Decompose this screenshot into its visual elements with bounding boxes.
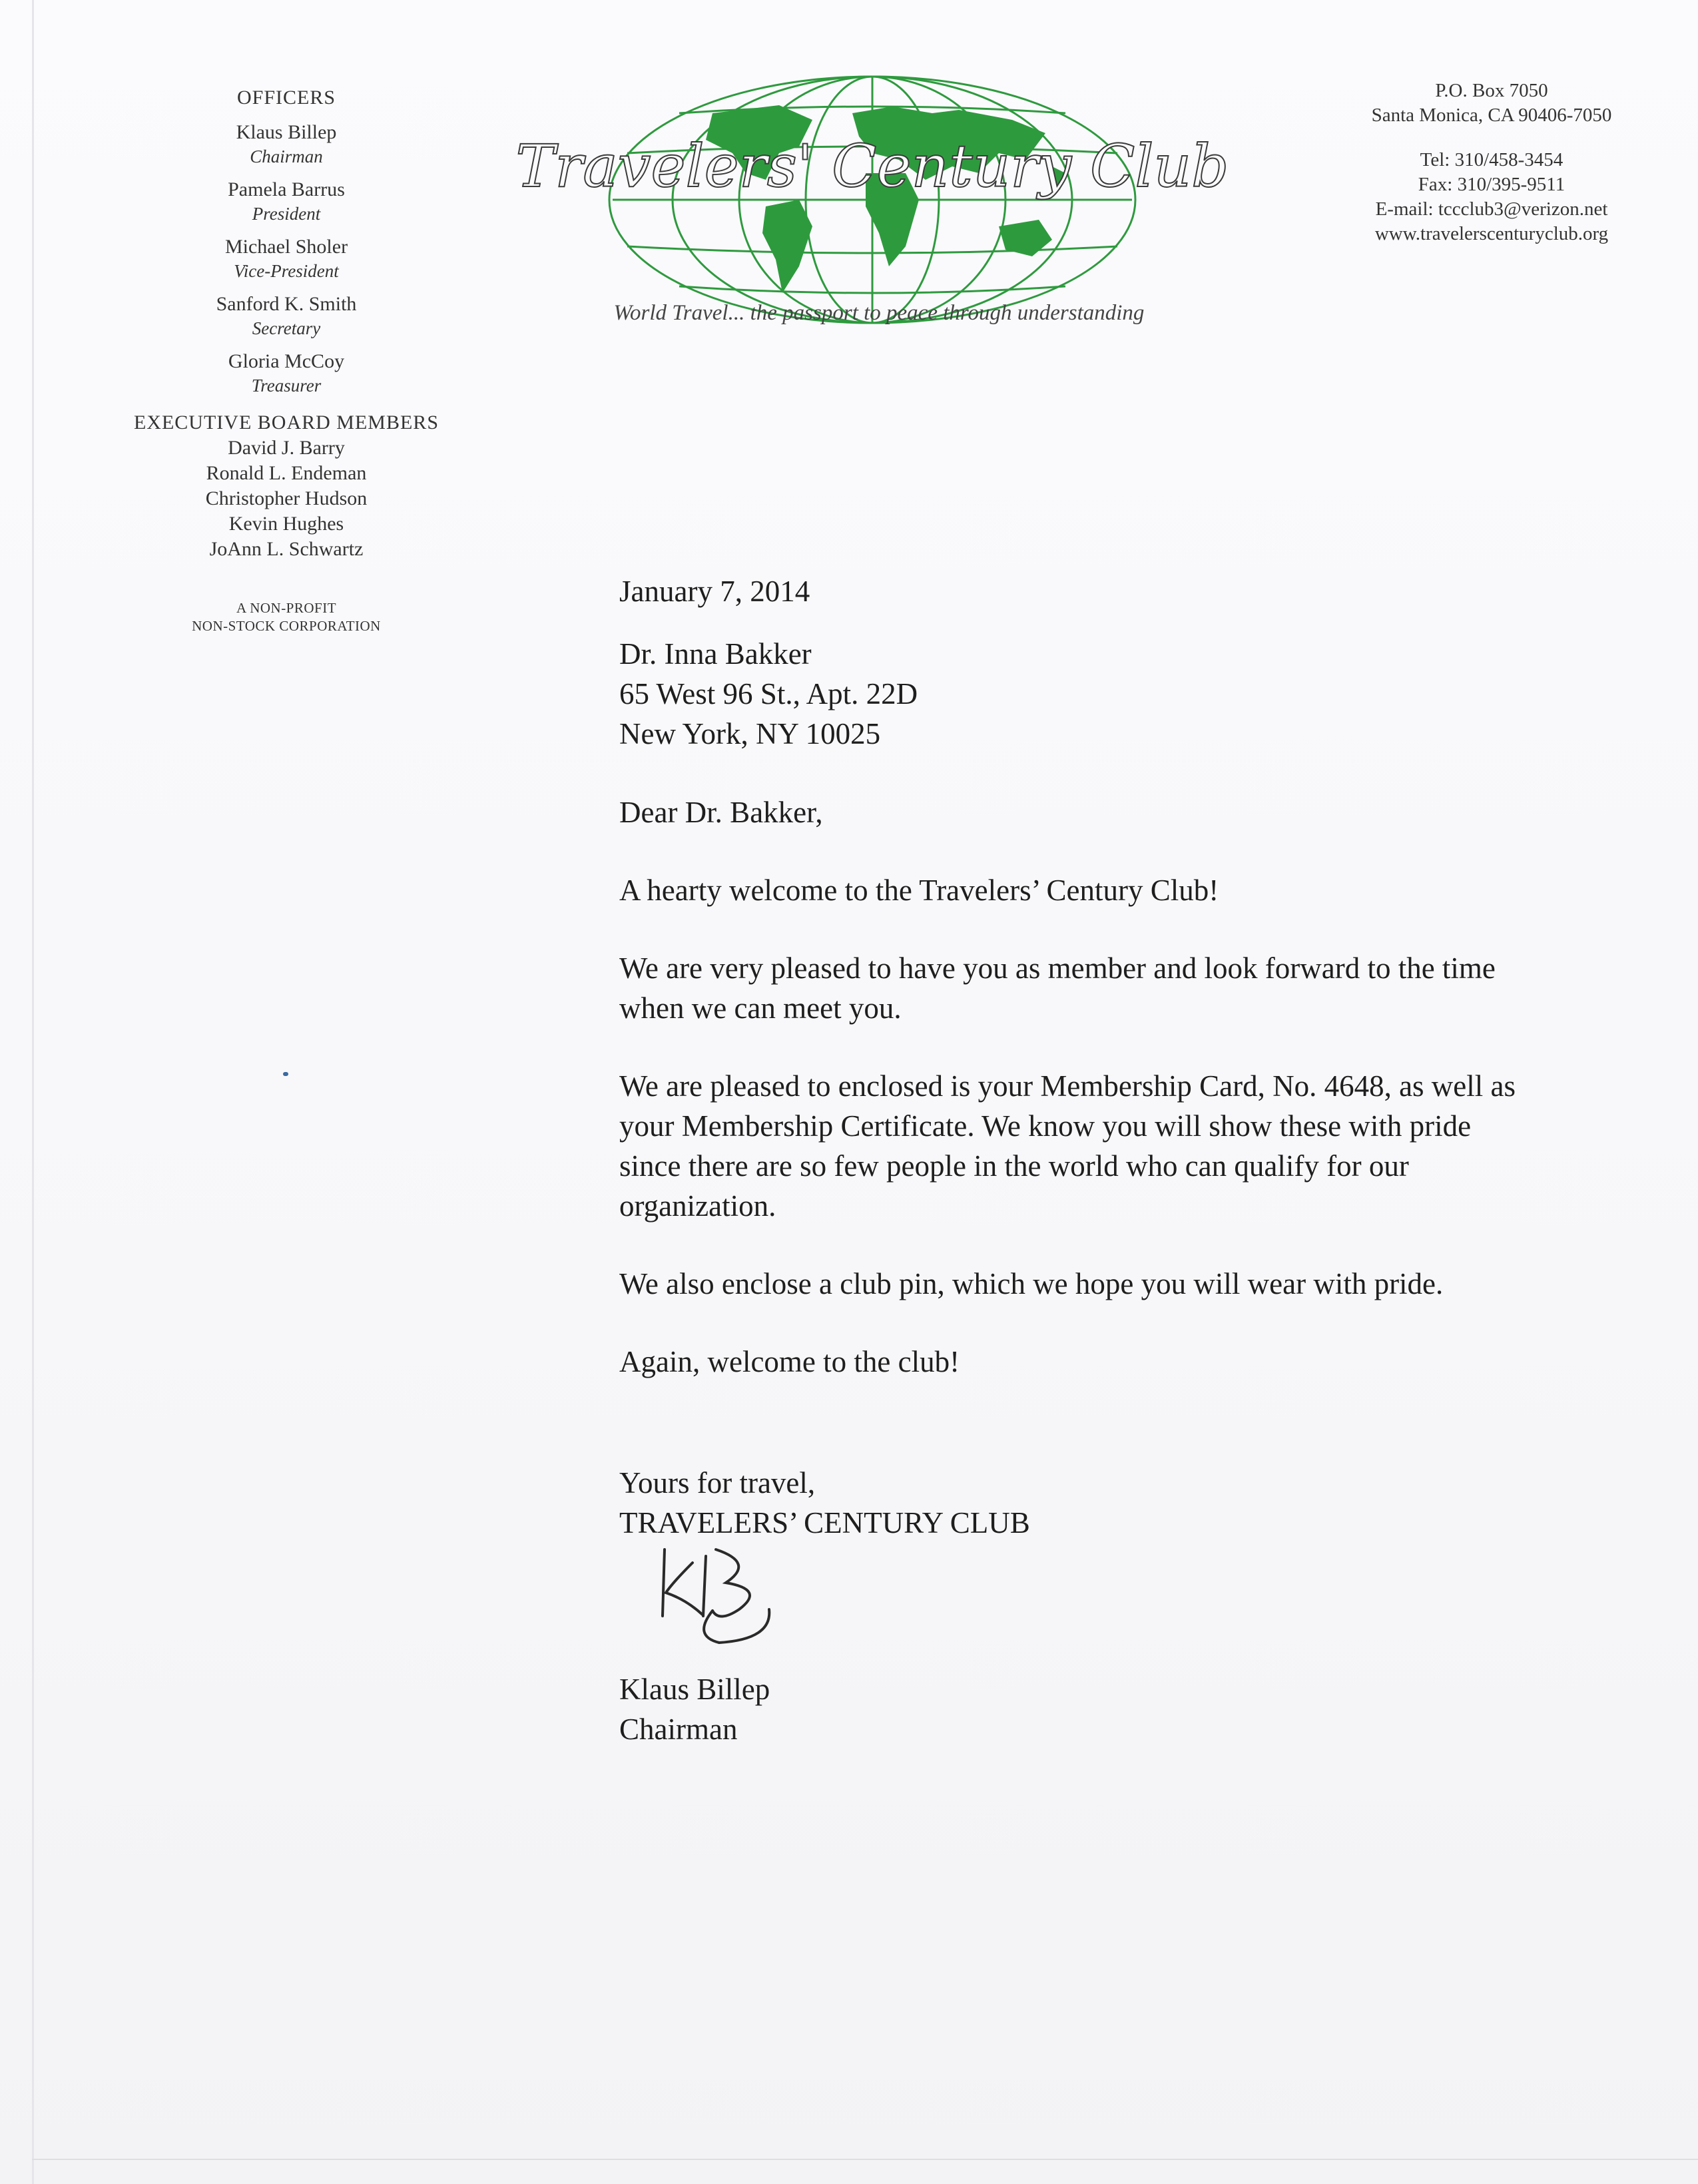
page-bottom-edge <box>32 2159 1698 2160</box>
organization-name: TRAVELERS’ CENTURY CLUB <box>619 1506 1030 1539</box>
body-paragraph: Again, welcome to the club! <box>619 1345 960 1378</box>
signature-mark <box>639 1536 786 1669</box>
body-paragraph: We are pleased to enclosed is your Membership Card, No. 4648, as well as your Membership Certificate. We know you will show these with pride since there are so few people in the world who can qualify for our organization. <box>619 1069 1516 1223</box>
recipient-line: New York, NY 10025 <box>619 717 881 750</box>
salutation: Dear Dr. Bakker, <box>619 796 823 829</box>
officers-column <box>107 85 466 635</box>
body-paragraph: We also enclose a club pin, which we hope you will wear with pride. <box>619 1267 1444 1300</box>
officer-name: Klaus Billep <box>236 121 337 143</box>
board-member: Christopher Hudson <box>205 487 368 509</box>
recipient-address <box>619 634 1538 754</box>
signer-block <box>619 1669 1538 1749</box>
officer-name: Pamela Barrus <box>228 178 345 200</box>
nonprofit-line: NON-STOCK CORPORATION <box>192 618 381 634</box>
officer-entry <box>107 292 466 340</box>
club-globe-logo <box>515 73 1229 326</box>
phone-number: Tel: 310/458-3454 <box>1420 149 1563 170</box>
board-member: Kevin Hughes <box>228 513 344 535</box>
officer-entry <box>107 234 466 282</box>
officer-title: President <box>252 204 321 224</box>
body-paragraph: We are very pleased to have you as member and look forward to the time when we can meet you. <box>619 952 1496 1025</box>
officer-entry <box>107 177 466 225</box>
contact-block <box>1332 79 1651 246</box>
letter-date: January 7, 2014 <box>619 575 810 608</box>
board-members <box>107 410 466 562</box>
nonprofit-line: A NON-PROFIT <box>236 600 337 616</box>
officer-entry <box>107 349 466 397</box>
officer-entry <box>107 120 466 168</box>
signature <box>619 1543 1538 1669</box>
officer-name: Michael Sholer <box>224 236 348 258</box>
officer-title: Vice-President <box>234 261 339 281</box>
page-left-edge <box>32 0 34 2184</box>
officer-name: Gloria McCoy <box>228 350 345 372</box>
board-member: JoAnn L. Schwartz <box>209 538 364 560</box>
signer-title: Chairman <box>619 1713 738 1746</box>
club-tagline: World Travel... the passport to peace through understanding <box>613 301 1145 325</box>
officers-heading: OFFICERS <box>236 87 336 109</box>
board-member: Ronald L. Endeman <box>206 462 367 484</box>
city-address: Santa Monica, CA 90406-7050 <box>1371 105 1612 126</box>
letter-body <box>619 571 1538 1749</box>
website: www.travelerscenturyclub.org <box>1374 223 1609 244</box>
board-heading: EXECUTIVE BOARD MEMBERS <box>133 411 439 433</box>
nonprofit-note <box>107 599 466 635</box>
board-member: David J. Barry <box>228 437 345 459</box>
club-wordmark: Travelers' Century Club <box>515 132 1229 200</box>
officer-name: Sanford K. Smith <box>216 293 357 315</box>
fax-number: Fax: 310/395-9511 <box>1418 174 1565 195</box>
closing: Yours for travel, <box>619 1466 816 1500</box>
ink-speck <box>283 1072 288 1076</box>
officer-title: Secretary <box>252 318 321 338</box>
recipient-line: Dr. Inna Bakker <box>619 637 812 671</box>
recipient-line: 65 West 96 St., Apt. 22D <box>619 677 918 710</box>
body-paragraph: A hearty welcome to the Travelers’ Century Club! <box>619 874 1219 907</box>
email-address: E-mail: tccclub3@verizon.net <box>1375 198 1608 220</box>
signer-name: Klaus Billep <box>619 1673 770 1706</box>
officer-title: Chairman <box>250 146 323 166</box>
po-box: P.O. Box 7050 <box>1435 80 1548 101</box>
officer-title: Treasurer <box>251 376 322 396</box>
